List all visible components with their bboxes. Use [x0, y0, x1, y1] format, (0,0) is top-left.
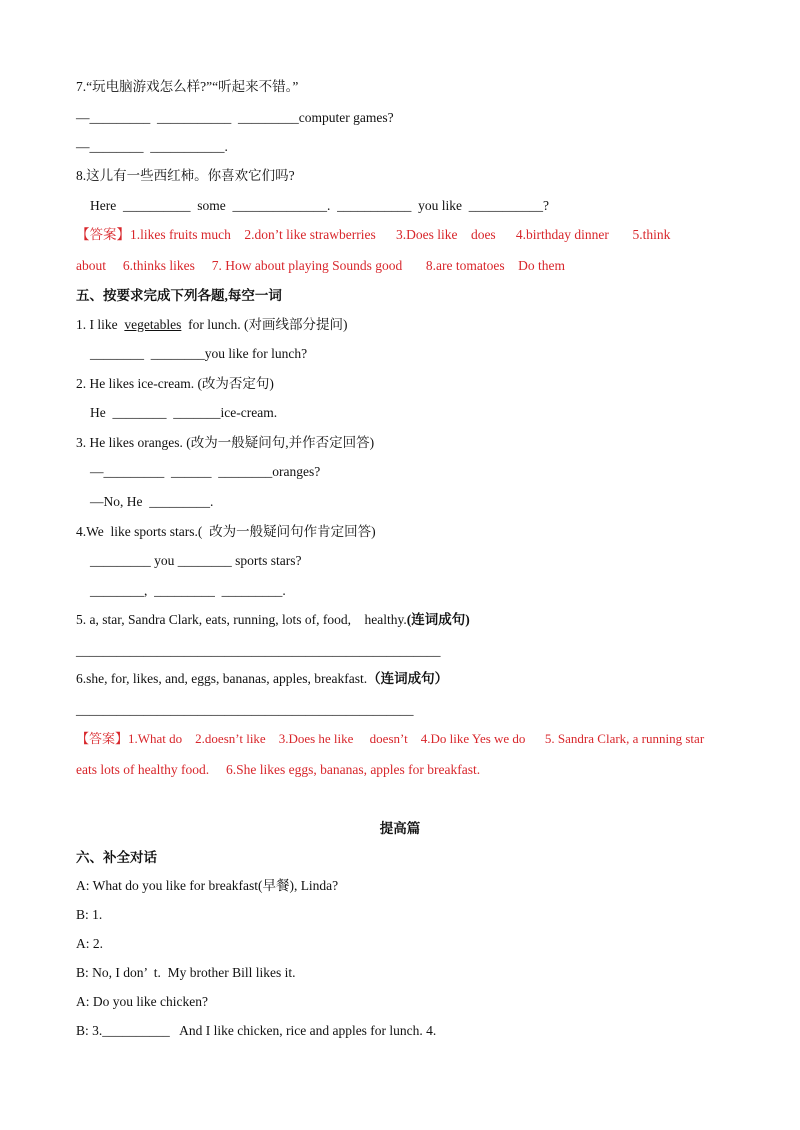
answer-section4-line2: about 6.thinks likes 7. How about playing Sounds good 8.are tomatoes Do them [76, 258, 565, 273]
s5-q3: 3. He likes oranges. (改为一般疑问句,并作否定回答) [76, 435, 375, 450]
s5-q6-line: __________________________________________________ [76, 702, 414, 717]
q7-line2: —________ ___________. [76, 139, 228, 154]
q8-prompt: 8.这儿有一些西红柿。你喜欢它们吗? [76, 168, 295, 183]
q7-prompt: 7.“玩电脑游戏怎么样?”“听起来不错。” [76, 79, 299, 94]
answer-section4-line1: 【答案】1.likes fruits much 2.don’t like strawberries 3.Does like does 4.birthday dinner 5.think [76, 227, 671, 242]
underlined-word: vegetables [124, 317, 182, 332]
s5-q1-line: ________ ________you like for lunch? [90, 346, 308, 361]
q7-line1: —_________ ___________ _________computer games? [76, 110, 394, 125]
answer-section5-line1: 【答案】1.What do 2.doesn’t like 3.Does he like doesn’t 4.Do like Yes we do 5. Sandra Clark, a running star [76, 731, 705, 746]
answer-label: 【答案】 [76, 731, 129, 746]
answer-label: 【答案】 [76, 227, 130, 242]
s5-q3-line2: —No, He _________. [90, 494, 214, 509]
answer-section5-line2: eats lots of healthy food. 6.She likes eggs, bananas, apples for breakfast. [76, 762, 481, 777]
s5-q3-line1: —_________ ______ ________oranges? [90, 464, 321, 479]
s5-q5: 5. a, star, Sandra Clark, eats, running, lots of, food, healthy.(连词成句) [76, 612, 470, 627]
dialogue-line: A: What do you like for breakfast(早餐), Linda? [76, 878, 339, 893]
q8-line1: Here __________ some ______________. ___________ you like ___________? [90, 198, 549, 213]
advanced-title: 提高篇 [379, 821, 421, 836]
s5-q5-line: ______________________________________________________ [76, 643, 441, 658]
section6-heading: 六、补全对话 [76, 850, 157, 865]
s5-q4-line1: _________ you ________ sports stars? [90, 553, 302, 568]
s5-q2: 2. He likes ice-cream. (改为否定句) [76, 376, 274, 391]
dialogue-line: B: 1. [76, 907, 103, 922]
dialogue-line: A: Do you like chicken? [76, 994, 208, 1009]
s5-q6: 6.she, for, likes, and, eggs, bananas, apples, breakfast.（连词成句） [76, 671, 449, 686]
s5-q1: 1. I like vegetables for lunch. (对画线部分提问) [76, 317, 348, 332]
s5-q2-line: He ________ _______ice-cream. [90, 405, 278, 420]
dialogue-line: A: 2. [76, 936, 103, 951]
dialogue-line: B: No, I don’ t. My brother Bill likes it. [76, 965, 296, 980]
section5-heading: 五、按要求完成下列各题,每空一词 [76, 288, 282, 303]
s5-q4: 4.We like sports stars.( 改为一般疑问句作肯定回答) [76, 524, 376, 539]
s5-q4-line2: ________, _________ _________. [90, 583, 286, 598]
dialogue-line: B: 3.__________ And I like chicken, rice and apples for lunch. 4. [76, 1023, 437, 1038]
